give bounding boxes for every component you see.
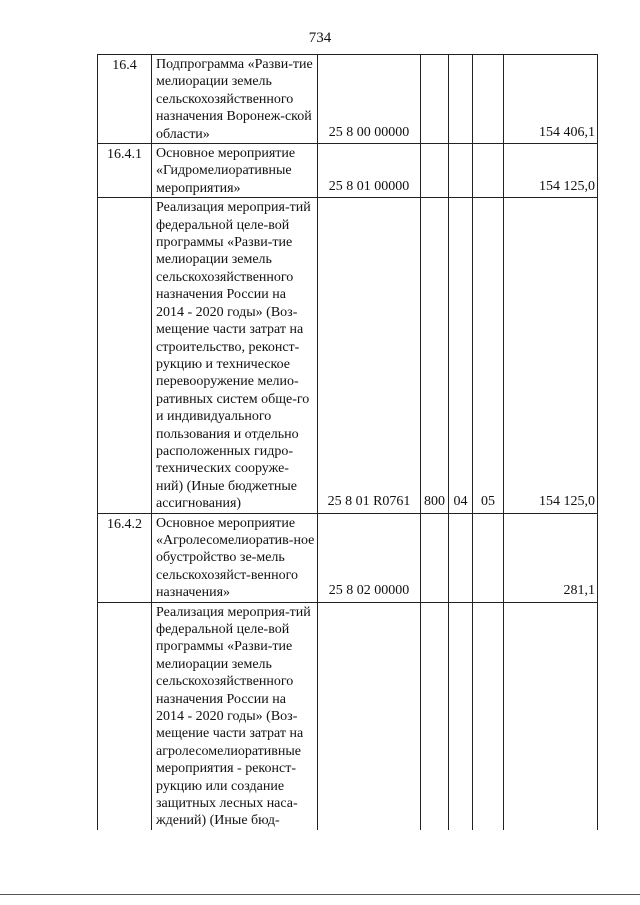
row-name: Реализация мероприя-тий федеральной целе-вой программы «Разви-тие мелиорации земель сельскохозяйственного назначения России на 2014 - 2020 годы» (Воз-мещение части затрат на агролесомелиоративные мероприятия - реконст-рукцию или создание защитных лесных наса-ждений) (Иные бюд- bbox=[152, 602, 318, 830]
row-vr: 800 bbox=[421, 198, 449, 513]
row-vr bbox=[421, 602, 449, 830]
table-row bbox=[98, 602, 598, 830]
row-vr bbox=[421, 513, 449, 602]
row-name: Подпрограмма «Разви-тие мелиорации земель сельскохозяйственного назначения Воронеж-ской области» bbox=[152, 55, 318, 144]
row-pr: 05 bbox=[473, 198, 504, 513]
row-number bbox=[98, 602, 152, 830]
table-row bbox=[98, 198, 598, 513]
table-row bbox=[98, 513, 598, 602]
row-code: 25 8 02 00000 bbox=[318, 513, 421, 602]
table-row bbox=[98, 144, 598, 198]
row-rz bbox=[449, 144, 473, 198]
row-code: 25 8 01 00000 bbox=[318, 144, 421, 198]
row-vr bbox=[421, 144, 449, 198]
row-number bbox=[98, 198, 152, 513]
row-pr bbox=[473, 602, 504, 830]
row-number: 16.4.2 bbox=[98, 513, 152, 602]
row-sum: 154 125,0 bbox=[504, 198, 598, 513]
row-pr bbox=[473, 55, 504, 144]
page-number: 734 bbox=[308, 30, 332, 46]
row-sum: 154 125,0 bbox=[504, 144, 598, 198]
row-number: 16.4 bbox=[98, 55, 152, 144]
row-sum bbox=[504, 602, 598, 830]
row-name: Основное мероприятие «Агролесомелиоратив-ное обустройство зе-мель сельскохозяйст-венного назначения» bbox=[152, 513, 318, 602]
row-rz bbox=[449, 513, 473, 602]
row-vr bbox=[421, 55, 449, 144]
row-sum: 154 406,1 bbox=[504, 55, 598, 144]
row-pr bbox=[473, 144, 504, 198]
page-bottom-rule bbox=[0, 894, 640, 895]
row-code bbox=[318, 602, 421, 830]
row-rz bbox=[449, 602, 473, 830]
row-pr bbox=[473, 513, 504, 602]
row-code: 25 8 00 00000 bbox=[318, 55, 421, 144]
row-number: 16.4.1 bbox=[98, 144, 152, 198]
table-row bbox=[98, 55, 598, 144]
row-rz bbox=[449, 55, 473, 144]
row-code: 25 8 01 R0761 bbox=[318, 198, 421, 513]
row-rz: 04 bbox=[449, 198, 473, 513]
budget-table bbox=[97, 54, 598, 830]
row-sum: 281,1 bbox=[504, 513, 598, 602]
row-name: Реализация мероприя-тий федеральной целе-вой программы «Разви-тие мелиорации земель сельскохозяйственного назначения России на 2014 - 2020 годы» (Воз-мещение части затрат на строительство, реконст-рукцию и техническое перевооружение мелио-ративных систем обще-го и индивидуального пользования и отдельно расположенных гидро-технических сооруже-ний) (Иные бюджетные ассигнования) bbox=[152, 198, 318, 513]
row-name: Основное мероприятие «Гидромелиоративные мероприятия» bbox=[152, 144, 318, 198]
